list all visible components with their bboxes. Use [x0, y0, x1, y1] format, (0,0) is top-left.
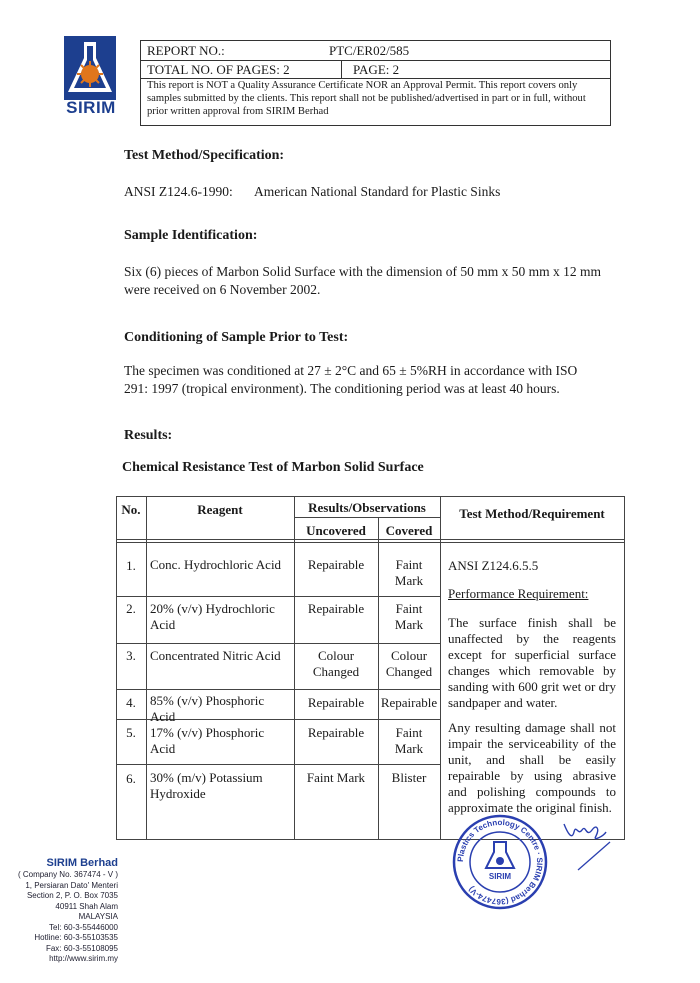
row-uncovered: Repairable [307, 725, 365, 740]
row-reagent: 20% (v/v) Hydrochloric Acid [150, 601, 275, 632]
conditioning-text: The specimen was conditioned at 27 ± 2°C and 65 ± 5%RH in accordance with ISO 291: 1997 (tropical environment). The conditioning period was at least 40 hours. [124, 363, 578, 396]
header-no: No. [121, 502, 141, 517]
table-title: Chemical Resistance Test of Marbon Solid Surface [122, 460, 424, 475]
results-table [116, 496, 625, 840]
conditioning-heading: Conditioning of Sample Prior to Test: [124, 330, 349, 345]
row-reagent: Concentrated Nitric Acid [150, 648, 281, 663]
page-label: PAGE: 2 [353, 62, 400, 77]
row-reagent: 17% (v/v) Phosphoric Acid [150, 725, 265, 756]
footer-line: Tel: 60-3-55446000 [49, 922, 118, 932]
footer-line: Hotline: 60-3-55103535 [34, 933, 118, 942]
performance-requirement-label: Performance Requirement: [448, 586, 589, 601]
requirement-paragraph-2: Any resulting damage shall not impair the serviceability of the unit, and shall be easily repairable by using abrasive and polishing compounds to approximate the original finish. [448, 720, 616, 815]
test-method-heading: Test Method/Specification: [124, 148, 285, 163]
footer-line: Fax: 60-3-55108095 [45, 943, 118, 953]
stamp-ring-text: Plastics Technology Centre · SIRIM Berhad (367474-V) [455, 817, 545, 907]
row-no: 2. [126, 601, 136, 616]
results-heading: Results: [124, 428, 173, 443]
row-no: 4. [126, 695, 136, 710]
row-no: 3. [126, 648, 136, 663]
row-no: 5. [126, 725, 136, 740]
report-no-value: PTC/ER02/585 [329, 43, 410, 58]
footer-line: 1, Persiaran Dato' Menteri [25, 880, 118, 890]
logo-wordmark: SIRIM [66, 98, 116, 117]
row-reagent: Conc. Hydrochloric Acid [150, 557, 282, 572]
header-divider [341, 61, 342, 78]
header-results: Results/Observations [308, 500, 426, 515]
total-pages-label: TOTAL NO. OF PAGES: 2 [147, 62, 290, 77]
report-no-label: REPORT NO.: [147, 43, 225, 58]
row-covered: Repairable [380, 695, 438, 710]
test-method-code: ANSI Z124.6-1990: [124, 184, 233, 199]
pages-row [141, 61, 610, 79]
row-uncovered: Faint Mark [306, 770, 366, 785]
footer-line: MALAYSIA [78, 912, 118, 921]
footer-line: http://www.sirim.my [49, 954, 118, 963]
row-covered: Blister [391, 770, 427, 785]
footer-line: Section 2, P. O. Box 7035 [26, 891, 118, 900]
sample-text: Six (6) pieces of Marbon Solid Surface with the dimension of 50 mm x 50 mm x 12 mm were received on 6 November 2002. [124, 264, 601, 297]
row-uncovered: Colour Changed [312, 648, 360, 679]
stamp-center-text: SIRIM [488, 872, 512, 881]
requirement-paragraph-1: The surface finish shall be unaffected by the reagents except for superficial surface changes which removable by sanding with 600 grit wet or dry sandpaper and water. [448, 615, 616, 710]
header-covered: Covered [385, 523, 433, 538]
row-reagent: 30% (m/v) Potassium Hydroxide [150, 770, 263, 801]
row-covered: Faint Mark [394, 725, 424, 756]
report-disclaimer: This report is NOT a Quality Assurance Certificate NOR an Approval Permit. This report covers only samples submitted by the clients. This report shall not be published/advertised in part or in full, without prior written approval from SIRIM Berhad [147, 80, 586, 117]
footer-line: ( Company No. 367474 - V ) [17, 870, 118, 879]
method-standard: ANSI Z124.6.5.5 [448, 558, 539, 573]
footer-company-name: SIRIM Berhad [46, 857, 118, 869]
row-reagent: 85% (v/v) Phosphoric Acid [150, 693, 265, 724]
row-covered: Faint Mark [394, 601, 424, 632]
row-no: 6. [126, 771, 136, 786]
row-covered: Faint Mark [394, 557, 424, 588]
report-header-box [140, 40, 611, 126]
header-reagent: Reagent [197, 502, 243, 517]
footer-line: 40911 Shah Alam [55, 901, 118, 911]
row-uncovered: Repairable [307, 601, 365, 616]
header-uncovered: Uncovered [306, 523, 366, 538]
row-no: 1. [126, 558, 136, 573]
header-method: Test Method/Requirement [459, 506, 605, 521]
row-uncovered: Repairable [307, 695, 365, 710]
report-no-row [141, 41, 610, 61]
row-uncovered: Repairable [307, 557, 365, 572]
row-covered: Colour Changed [385, 648, 433, 679]
sirim-stamp [450, 812, 550, 912]
company-footer [10, 857, 118, 965]
handwritten-signature [560, 812, 620, 872]
test-method-text: American National Standard for Plastic Sinks [254, 184, 501, 199]
sample-heading: Sample Identification: [124, 228, 258, 243]
